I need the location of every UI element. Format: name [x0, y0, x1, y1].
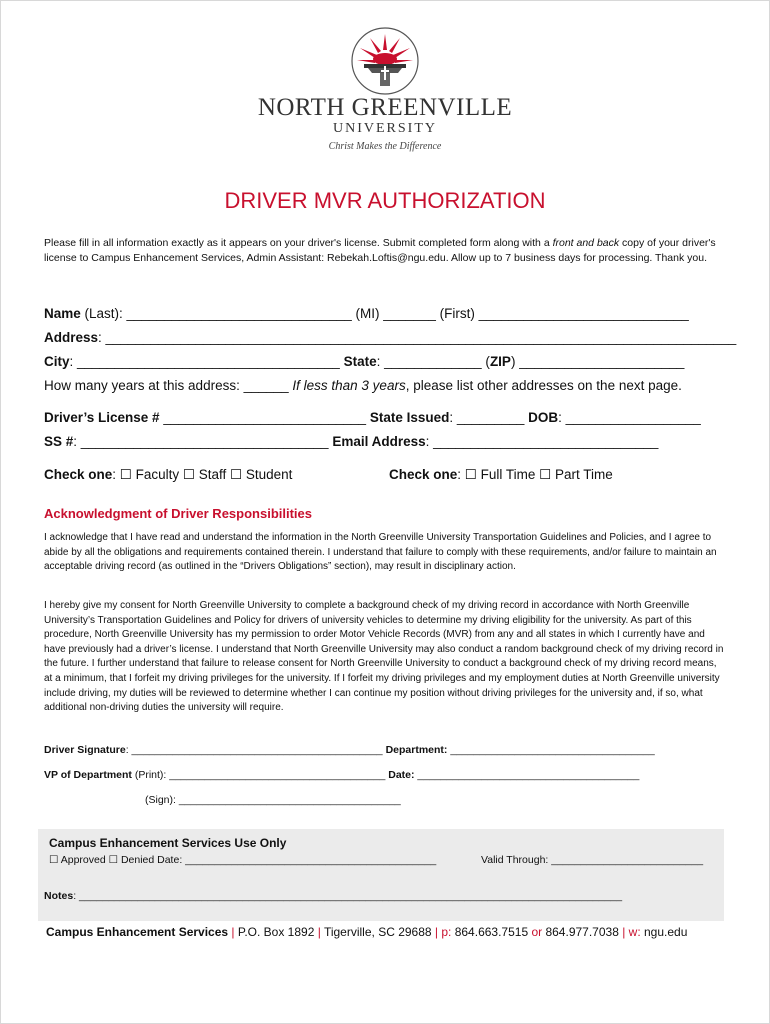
university-seal-logo: [0, 26, 770, 96]
vp-sign-field[interactable]: (Sign): ______________________________________: [145, 794, 401, 806]
form-title: DRIVER MVR AUTHORIZATION: [224, 188, 546, 213]
city-state-zip-field[interactable]: City: ___________________________________ State: _____________ (ZIP) ______________________: [44, 354, 685, 369]
approval-status-field[interactable]: ☐ Approved ☐ Denied Date: ___________________________________________: [49, 854, 437, 866]
acknowledgment-heading: Acknowledgment of Driver Responsibilities: [44, 506, 312, 521]
drivers-license-field[interactable]: Driver’s License # ___________________________ State Issued: _________ DOB: __________________: [44, 410, 701, 425]
consent-paragraph: I hereby give my consent for North Greenville University to complete a background check of my driving record in accordance with North Greenville University’s Transportation Guidelines and Policy for drivers of university vehicles to determine my driving eligibility for the university. As part of this procedure, North Greenville University has my permission to order Motor Vehicle Records (MVR) from any and all states in which I currently have and have previously had a driver’s license. I understand that North Greenville University may also conduct a random background check of my driving record in the future. I further understand that failure to release consent for North Greenville University to conduct a background check of my driving record means, at a minimum, that I forfeit my driving privileges for the university. If I forfeit my driving privileges and my employment duties at North Greenville university include driving, my duties will be reviewed to determine whether I can continue my position without driving privileges for the university and, if so, what additional non-driving duties the university will require.: [44, 600, 724, 714]
office-use-title: Campus Enhancement Services Use Only: [49, 836, 287, 850]
driver-signature-field[interactable]: Driver Signature: ___________________________________________ Department: ___________________________________: [44, 744, 655, 756]
university-subtitle: UNIVERSITY: [333, 121, 437, 136]
ss-email-field[interactable]: SS #: _________________________________ Email Address: ______________________________: [44, 434, 659, 449]
university-tagline: Christ Makes the Difference: [328, 141, 442, 152]
footer-contact: Campus Enhancement Services | P.O. Box 1892 | Tigerville, SC 29688 | p: 864.663.7515 or 864.977.7038 | w: ngu.edu: [46, 925, 688, 939]
name-field[interactable]: Name (Last): ______________________________ (MI) _______ (First) ____________________________: [44, 306, 689, 321]
years-at-address-field[interactable]: How many years at this address: ______ If less than 3 years, please list other addresses on the next page.: [44, 378, 682, 393]
address-field[interactable]: Address: ____________________________________________________________________________________: [44, 330, 737, 345]
vp-print-field[interactable]: VP of Department (Print): _____________________________________ Date: ______________________________________: [44, 769, 640, 781]
notes-field[interactable]: Notes: _____________________________________________________________________________________________: [44, 890, 623, 902]
employment-type-checkboxes[interactable]: Check one: ☐ Faculty ☐ Staff ☐ Student: [44, 467, 293, 482]
work-status-checkboxes[interactable]: Check one: ☐ Full Time ☐ Part Time: [389, 467, 613, 482]
university-wordmark: NORTH GREENVILLE: [257, 94, 513, 121]
acknowledgment-paragraph: I acknowledge that I have read and understand the information in the North Greenville University Transportation Guidelines and Policies, and I agree to abide by all the obligations and requirements contained therein. I understand that failure to comply with these requirements, and/or failure to maintain an acceptable driving record (as outlined in the “Drivers Obligations” section), may result in disciplinary action.: [44, 532, 717, 573]
form-instructions: Please fill in all information exactly as it appears on your driver's license. Submit completed form along with a front and back copy of your driver's license to Campus Enhancement Services, Admin Assistant: Rebekah.Loftis@ngu.edu. Allow up to 7 business days for processing. Thank you.: [44, 237, 716, 264]
valid-through-field[interactable]: Valid Through: __________________________: [481, 854, 704, 866]
